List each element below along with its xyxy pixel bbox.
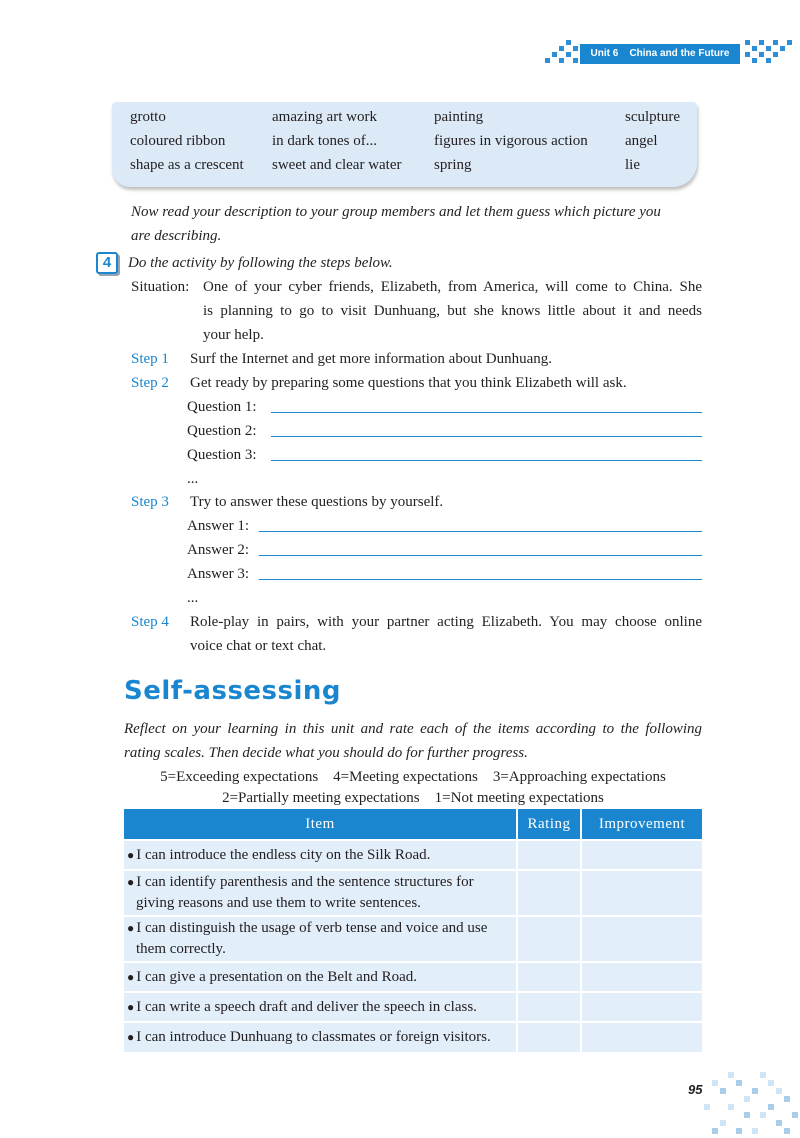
- situation-text: One of your cyber friends, Elizabeth, from America, will come to China. She: [203, 279, 702, 295]
- step-2-text: Get ready by preparing some questions that you think Elizabeth will ask.: [190, 375, 627, 391]
- instruction-line: Now read your description to your group members and let them guess which picture you: [131, 204, 661, 220]
- vocab-word: painting: [434, 109, 484, 125]
- vocab-word: sculpture: [625, 109, 680, 125]
- step-1-text: Surf the Internet and get more information about Dunhuang.: [190, 351, 552, 367]
- vocab-word: grotto: [130, 109, 166, 125]
- vocab-word: in dark tones of...: [272, 133, 377, 149]
- vocab-word: coloured ribbon: [130, 133, 226, 149]
- self-assessing-title: Self-assessing: [124, 676, 342, 706]
- answer-2-label: Answer 2:: [187, 542, 250, 558]
- step-4-text: voice chat or text chat.: [190, 638, 327, 654]
- step-1-label: Step 1: [131, 351, 169, 367]
- vocab-word: spring: [434, 157, 472, 173]
- question-3-blank[interactable]: [271, 460, 702, 461]
- bullet-icon: ●: [127, 1030, 135, 1044]
- step-2-label: Step 2: [131, 375, 169, 391]
- rating-cell[interactable]: [517, 962, 581, 992]
- step-3-label: Step 3: [131, 494, 169, 510]
- question-1-blank[interactable]: [271, 412, 702, 413]
- table-row: [124, 870, 702, 916]
- item-cell: [124, 962, 517, 992]
- bullet-icon: ●: [127, 921, 135, 935]
- rating-cell[interactable]: [517, 916, 581, 962]
- item-text: I can distinguish the usage of verb tense and voice and use: [136, 920, 488, 936]
- answer-1-blank[interactable]: [259, 531, 702, 532]
- self-assessing-intro: Reflect on your learning in this unit and rate each of the items according to the following: [124, 721, 702, 737]
- instruction-line: are describing.: [131, 228, 222, 244]
- table-row: [124, 1022, 702, 1052]
- situation-text: is planning to go to visit Dunhuang, but she knows little about it and needs: [203, 303, 702, 319]
- improvement-cell[interactable]: [581, 840, 702, 870]
- vocabulary-box: [112, 102, 697, 187]
- item-cell: [124, 870, 517, 916]
- item-cell: [124, 1022, 517, 1052]
- vocab-word: figures in vigorous action: [434, 133, 588, 149]
- table-row: [124, 962, 702, 992]
- answer-1-label: Answer 1:: [187, 518, 250, 534]
- rating-cell[interactable]: [517, 870, 581, 916]
- answer-3-blank[interactable]: [259, 579, 702, 580]
- vocab-word: amazing art work: [272, 109, 377, 125]
- rating-scale-line: 2=Partially meeting expectations 1=Not meeting expectations: [222, 790, 604, 806]
- column-header-improvement: Improvement: [581, 809, 702, 840]
- item-text: them correctly.: [136, 941, 226, 957]
- item-text: I can give a presentation on the Belt and Road.: [136, 968, 417, 985]
- item-cell: [124, 840, 517, 870]
- item-cell: [124, 916, 517, 962]
- self-assessment-table: [124, 809, 702, 1052]
- situation-text: your help.: [203, 327, 264, 343]
- step-4-label: Step 4: [131, 614, 169, 630]
- vocab-word: lie: [625, 157, 640, 173]
- questions-ellipsis: ...: [187, 471, 199, 487]
- table-header-row: [124, 809, 702, 840]
- item-text: I can write a speech draft and deliver the speech in class.: [136, 998, 477, 1015]
- table-row: [124, 992, 702, 1022]
- self-assessing-intro: rating scales. Then decide what you should do for further progress.: [124, 745, 528, 761]
- item-text: I can introduce Dunhuang to classmates or foreign visitors.: [136, 1029, 491, 1045]
- rating-cell[interactable]: [517, 840, 581, 870]
- improvement-cell[interactable]: [581, 1022, 702, 1052]
- vocab-word: shape as a crescent: [130, 157, 244, 173]
- step-3-text: Try to answer these questions by yourself.: [190, 494, 444, 510]
- answer-3-label: Answer 3:: [187, 566, 250, 582]
- rating-cell[interactable]: [517, 992, 581, 1022]
- item-text: giving reasons and use them to write sentences.: [136, 895, 421, 911]
- unit-header: [580, 44, 740, 64]
- activity-number-badge: 4: [96, 252, 118, 274]
- column-header-item: Item: [124, 809, 517, 840]
- activity-title: Do the activity by following the steps below.: [128, 255, 393, 271]
- question-1-label: Question 1:: [187, 399, 257, 415]
- table-row: [124, 916, 702, 962]
- bullet-icon: ●: [127, 875, 135, 889]
- rating-scale-line: 5=Exceeding expectations 4=Meeting expectations 3=Approaching expectations: [160, 769, 666, 785]
- improvement-cell[interactable]: [581, 916, 702, 962]
- item-text: I can introduce the endless city on the Silk Road.: [136, 846, 431, 863]
- bullet-icon: ●: [127, 999, 135, 1014]
- unit-number: Unit 6: [590, 48, 619, 59]
- column-header-rating: Rating: [517, 809, 581, 840]
- rating-cell[interactable]: [517, 1022, 581, 1052]
- improvement-cell[interactable]: [581, 992, 702, 1022]
- item-text: I can identify parenthesis and the sentence structures for: [136, 874, 474, 890]
- question-2-label: Question 2:: [187, 423, 257, 439]
- page-number: 95: [688, 1082, 703, 1097]
- situation-label: Situation:: [131, 279, 190, 295]
- step-4-text: Role-play in pairs, with your partner acting Elizabeth. You may choose online: [190, 614, 702, 630]
- unit-title: China and the Future: [629, 48, 730, 59]
- vocab-word: angel: [625, 133, 658, 149]
- bullet-icon: ●: [127, 847, 135, 862]
- question-2-blank[interactable]: [271, 436, 702, 437]
- bullet-icon: ●: [127, 969, 135, 984]
- answer-2-blank[interactable]: [259, 555, 702, 556]
- item-cell: [124, 992, 517, 1022]
- improvement-cell[interactable]: [581, 962, 702, 992]
- answers-ellipsis: ...: [187, 590, 199, 606]
- table-row: [124, 840, 702, 870]
- vocab-word: sweet and clear water: [272, 157, 402, 173]
- question-3-label: Question 3:: [187, 447, 257, 463]
- improvement-cell[interactable]: [581, 870, 702, 916]
